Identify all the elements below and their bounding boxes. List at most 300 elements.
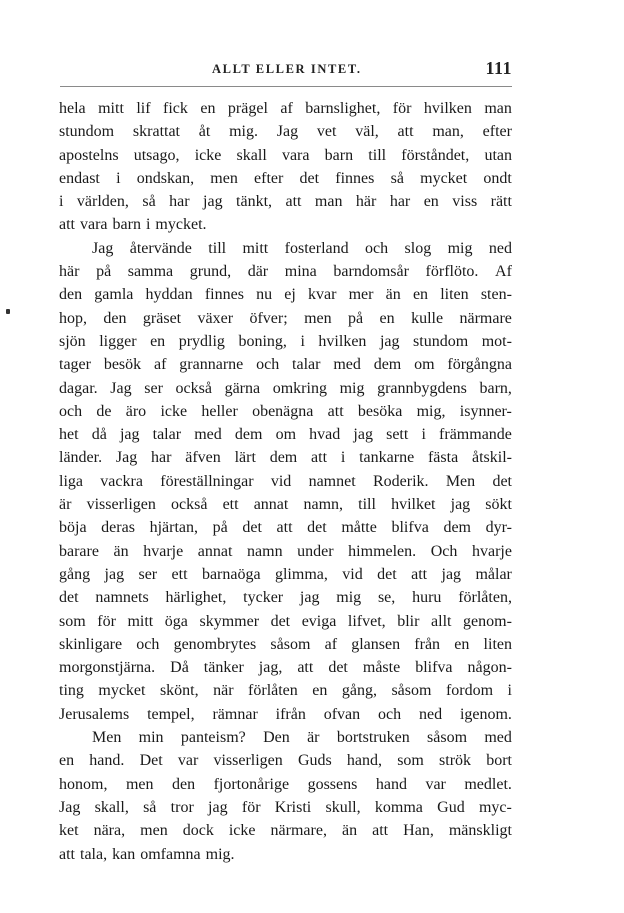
word: finnes [204, 286, 244, 304]
word: jag [119, 426, 140, 444]
word: återvände [129, 239, 192, 257]
word: tager [59, 356, 91, 374]
text-line [59, 237, 512, 260]
text-line [59, 726, 512, 749]
text-line [59, 633, 512, 656]
word: hvarje [471, 542, 512, 560]
word: det [59, 589, 79, 607]
word: sökt [485, 496, 512, 514]
word: talar [152, 426, 182, 444]
word: nu [256, 286, 273, 304]
word: stundom [413, 332, 469, 350]
word: att [59, 845, 75, 863]
word: tror [170, 798, 194, 816]
word: ett [222, 496, 239, 514]
word: Och [430, 542, 458, 560]
word: mig [447, 239, 473, 257]
word: skall [236, 146, 267, 164]
word: i [340, 449, 346, 467]
word: ser [144, 379, 163, 397]
word: det [270, 612, 291, 630]
word: tala, [80, 845, 108, 863]
word: skrattat [132, 123, 180, 141]
word: namnets [95, 589, 149, 607]
word: jag, [258, 659, 283, 677]
word: nära, [93, 822, 126, 840]
word: allt [431, 612, 452, 630]
word: än [385, 286, 401, 304]
word: hvad [309, 426, 341, 444]
text-line [59, 120, 512, 143]
word: det [299, 169, 320, 187]
text-line [59, 679, 512, 702]
word: målar [475, 565, 512, 583]
word: fordom [445, 682, 494, 700]
word: min [138, 729, 164, 747]
word: måste [362, 659, 401, 677]
word: förflöto. [425, 263, 479, 281]
word: och [256, 356, 280, 374]
word: böja [59, 519, 87, 537]
word: man [484, 100, 512, 117]
word: öfver; [249, 309, 288, 327]
word: i [421, 426, 426, 444]
word: att [411, 565, 428, 583]
word: skinligare [59, 635, 123, 653]
word: det [377, 565, 397, 583]
text-line [59, 656, 512, 679]
text-line [59, 307, 512, 330]
word: hvarje [143, 542, 184, 560]
word: blifva [391, 519, 429, 537]
word: Jag [115, 449, 138, 467]
word: tänker [203, 659, 244, 677]
word: besöka [357, 402, 403, 420]
word: efter [482, 123, 512, 141]
word: öga [164, 612, 188, 630]
word: en [59, 752, 75, 770]
word: Roderik. [372, 472, 429, 490]
word: Guds [297, 752, 332, 770]
word: morgonstjärna. [59, 659, 156, 677]
word: barare [59, 542, 99, 560]
word: barn, [479, 379, 512, 397]
word: men [140, 822, 168, 840]
word: länder. [59, 449, 103, 467]
word: himmelen. [348, 542, 417, 560]
text-line [59, 819, 512, 842]
word: jag [441, 565, 462, 583]
text-line [59, 470, 512, 493]
word: fick [163, 100, 188, 117]
word: dock [182, 822, 214, 840]
word: en [423, 193, 439, 211]
word: mitt [242, 239, 269, 257]
text-line [59, 330, 512, 353]
word: måtte [341, 519, 377, 537]
word: i [59, 193, 64, 211]
word: vid [342, 565, 363, 583]
word: barn [324, 146, 354, 164]
word: för [392, 100, 412, 117]
word: än [113, 542, 129, 560]
word: slog [404, 239, 432, 257]
word: barndomsår [333, 263, 409, 281]
word: vet [316, 123, 337, 141]
text-line [59, 749, 512, 772]
word: viss [452, 193, 478, 211]
word: främmande [439, 426, 512, 444]
word: där [247, 263, 269, 281]
word: af [154, 356, 167, 374]
text-line [59, 773, 512, 796]
word: om [414, 356, 435, 374]
running-title: ALLT ELLER INTET. [212, 62, 362, 76]
word: skymmer [199, 612, 260, 630]
word: gärna [224, 379, 261, 397]
word: eviga [301, 612, 337, 630]
word: för [97, 612, 116, 630]
word: förgångna [447, 356, 512, 374]
text-line [59, 144, 512, 167]
word: mig [336, 589, 362, 607]
word: vara [281, 146, 310, 164]
word: här [59, 263, 80, 281]
word: endast [59, 169, 100, 187]
word: dyr- [485, 519, 512, 537]
word: samma [127, 263, 174, 281]
word: lärt [234, 449, 256, 467]
word: icke [194, 146, 222, 164]
word: gamla [94, 286, 134, 304]
word: och [378, 705, 402, 723]
word: prydlig [178, 332, 225, 350]
word: utan [484, 146, 512, 164]
word: den [59, 286, 83, 304]
word: tankarne [359, 449, 415, 467]
word: på [212, 519, 228, 537]
word: mig. [229, 123, 258, 141]
word: och [365, 239, 389, 257]
word: kvar [308, 286, 337, 304]
word: är [59, 496, 72, 514]
word: en [150, 332, 166, 350]
word: grannarne [179, 356, 244, 374]
word: hvilken [318, 332, 367, 350]
body-text [59, 97, 512, 866]
word: utsago, [133, 146, 180, 164]
word: när [213, 682, 234, 700]
text-line [59, 377, 512, 400]
word: hand. [89, 752, 125, 770]
text-line [59, 843, 512, 866]
word: i [116, 169, 121, 187]
word: namn, [303, 496, 344, 514]
word: ifrån [275, 705, 306, 723]
word: annat [197, 542, 233, 560]
word: men [304, 309, 332, 327]
word: finnes [335, 169, 375, 187]
word: hvilket [391, 496, 436, 514]
word: hjärtan, [149, 519, 198, 537]
word: äfven [185, 449, 221, 467]
word: var [425, 775, 446, 793]
word: ondskan, [136, 169, 195, 187]
word: kan [112, 845, 136, 863]
word: mycket [420, 169, 468, 187]
word: glimma, [274, 565, 328, 583]
text-line [59, 213, 512, 236]
word: att [285, 193, 302, 211]
text-line [59, 540, 512, 563]
word: och [59, 402, 83, 420]
word: Kristi [274, 798, 312, 816]
word: gossens [307, 775, 358, 793]
word: till [358, 496, 376, 514]
word: att [276, 519, 293, 537]
word: af [280, 100, 293, 117]
word: glansen [351, 635, 401, 653]
running-header [60, 58, 512, 82]
word: en [200, 100, 216, 117]
word: att [297, 659, 314, 677]
word: men [210, 169, 238, 187]
word: skönt, [159, 682, 199, 700]
word: till [368, 146, 387, 164]
word: sett [386, 426, 409, 444]
word: med [333, 356, 361, 374]
word: i [507, 682, 512, 700]
word: föreställningar [160, 472, 254, 490]
word: Då [170, 659, 189, 677]
word: isynner- [459, 402, 512, 420]
word: Jag [276, 123, 299, 141]
word: jag [208, 798, 228, 816]
text-line [59, 353, 512, 376]
word: en [454, 635, 470, 653]
word: vackra [100, 472, 143, 490]
word: dem [443, 519, 471, 537]
word: annat [253, 496, 289, 514]
word: lifvet, [347, 612, 386, 630]
word: grannbygdens [377, 379, 467, 397]
margin-mark [6, 309, 10, 314]
word: som [397, 752, 424, 770]
word: man, [432, 123, 464, 141]
word: se, [377, 589, 396, 607]
word: mig, [416, 402, 446, 420]
word: dagar. [59, 379, 98, 397]
text-line [59, 703, 512, 726]
word: Men [445, 472, 476, 490]
word: det [328, 659, 348, 677]
word: i [145, 216, 151, 234]
word: tempel, [147, 705, 195, 723]
word: också [175, 379, 212, 397]
word: Men [92, 729, 122, 747]
word: efter [254, 169, 284, 187]
word: att [311, 449, 328, 467]
word: mitt [98, 100, 124, 117]
word: att [59, 216, 75, 234]
word: har [169, 193, 190, 211]
word: Han, [403, 822, 434, 840]
text-line [59, 190, 512, 213]
text-line [59, 446, 512, 469]
word: väl, [355, 123, 379, 141]
word: så [142, 193, 156, 211]
word: närmare [459, 309, 512, 327]
word: såsom [427, 729, 468, 747]
word: att [372, 822, 389, 840]
word: liga [59, 472, 83, 490]
word: mitt [127, 612, 154, 630]
word: igenom. [459, 705, 512, 723]
word: från [414, 635, 441, 653]
word: det [242, 519, 262, 537]
word: gång, [341, 682, 377, 700]
word: honom, [59, 775, 108, 793]
word: talar [292, 356, 321, 374]
text-line [59, 493, 512, 516]
word: tänkt, [236, 193, 273, 211]
word: grund, [189, 263, 232, 281]
word: var [177, 752, 199, 770]
word: skull, [325, 798, 361, 816]
text-line [59, 516, 512, 539]
word: att [327, 402, 344, 420]
word: jag [353, 426, 373, 444]
word: jag [203, 193, 223, 211]
word: och [136, 635, 160, 653]
word: har [389, 193, 411, 211]
word: bortstruken [336, 729, 410, 747]
header-rule [60, 86, 512, 87]
word: en [379, 309, 395, 327]
word: så [143, 798, 157, 816]
word: visserligen [86, 496, 156, 514]
word: Jag [110, 379, 132, 397]
word: världen, [76, 193, 129, 211]
word: barn [112, 216, 141, 234]
text-line [59, 167, 512, 190]
word: apostelns [59, 146, 119, 164]
word: barnaöga [201, 565, 261, 583]
word: gång [59, 565, 91, 583]
word: Det [139, 752, 163, 770]
word: namn [247, 542, 283, 560]
word: ligger [99, 332, 137, 350]
word: de [96, 402, 112, 420]
word: skall, [94, 798, 129, 816]
word: rätt [490, 193, 512, 211]
word: prägel [227, 100, 268, 117]
word: ket [59, 822, 79, 840]
word: med [484, 729, 512, 747]
word: namnet [308, 472, 356, 490]
word: Den [263, 729, 290, 747]
word: som [59, 612, 86, 630]
word: hyddan [145, 286, 193, 304]
word: någon- [467, 659, 512, 677]
word: mycket. [155, 216, 207, 234]
word: mot- [481, 332, 512, 350]
word: icke [228, 822, 256, 840]
word: vara [80, 216, 108, 234]
word: myc- [478, 798, 512, 816]
word: mänskligt [448, 822, 512, 840]
word: visserligen [213, 752, 283, 770]
word: det [492, 472, 512, 490]
word: ofvan [323, 705, 361, 723]
word: ej [284, 286, 296, 304]
word: af [324, 635, 338, 653]
word: liten [483, 635, 512, 653]
text-line [59, 423, 512, 446]
word: att [397, 123, 414, 141]
word: barnslighet, [305, 100, 381, 117]
word: härlighet, [165, 589, 227, 607]
word: under [297, 542, 334, 560]
word: i [300, 332, 305, 350]
word: med [194, 426, 222, 444]
word: då [91, 426, 107, 444]
word: på [348, 309, 364, 327]
word: Af [495, 263, 512, 281]
word: här [355, 193, 377, 211]
word: åtskil- [471, 449, 512, 467]
word: förlåten, [458, 589, 512, 607]
word: omkring [272, 379, 327, 397]
word: fjortonårige [213, 775, 290, 793]
word: sten- [480, 286, 512, 304]
word: omfamna [140, 845, 201, 863]
word: deras [101, 519, 135, 537]
word: det [307, 519, 327, 537]
word: mer [348, 286, 374, 304]
word: den [171, 775, 196, 793]
word: stundom [59, 123, 115, 141]
word: komma [374, 798, 423, 816]
word: än [341, 822, 358, 840]
page-number: 111 [485, 58, 512, 78]
word: jag [450, 496, 471, 514]
word: hand [375, 775, 407, 793]
word: också [171, 496, 208, 514]
word: liten [440, 286, 469, 304]
word: till [208, 239, 227, 257]
word: såsom [270, 635, 311, 653]
word: ting [59, 682, 84, 700]
word: kulle [411, 309, 444, 327]
word: besök [103, 356, 142, 374]
word: är [307, 729, 320, 747]
text-line [59, 586, 512, 609]
word: hand, [346, 752, 383, 770]
word: Jerusalems [59, 705, 130, 723]
word: mina [284, 263, 317, 281]
word: hela [59, 100, 86, 117]
word: dem [234, 426, 263, 444]
word: blifva [415, 659, 453, 677]
word: het [59, 426, 79, 444]
word: för [241, 798, 261, 816]
word: hop, [59, 309, 87, 327]
word: en [312, 682, 328, 700]
word: genom- [463, 612, 512, 630]
word: ondt [483, 169, 512, 187]
word: såsom [391, 682, 432, 700]
